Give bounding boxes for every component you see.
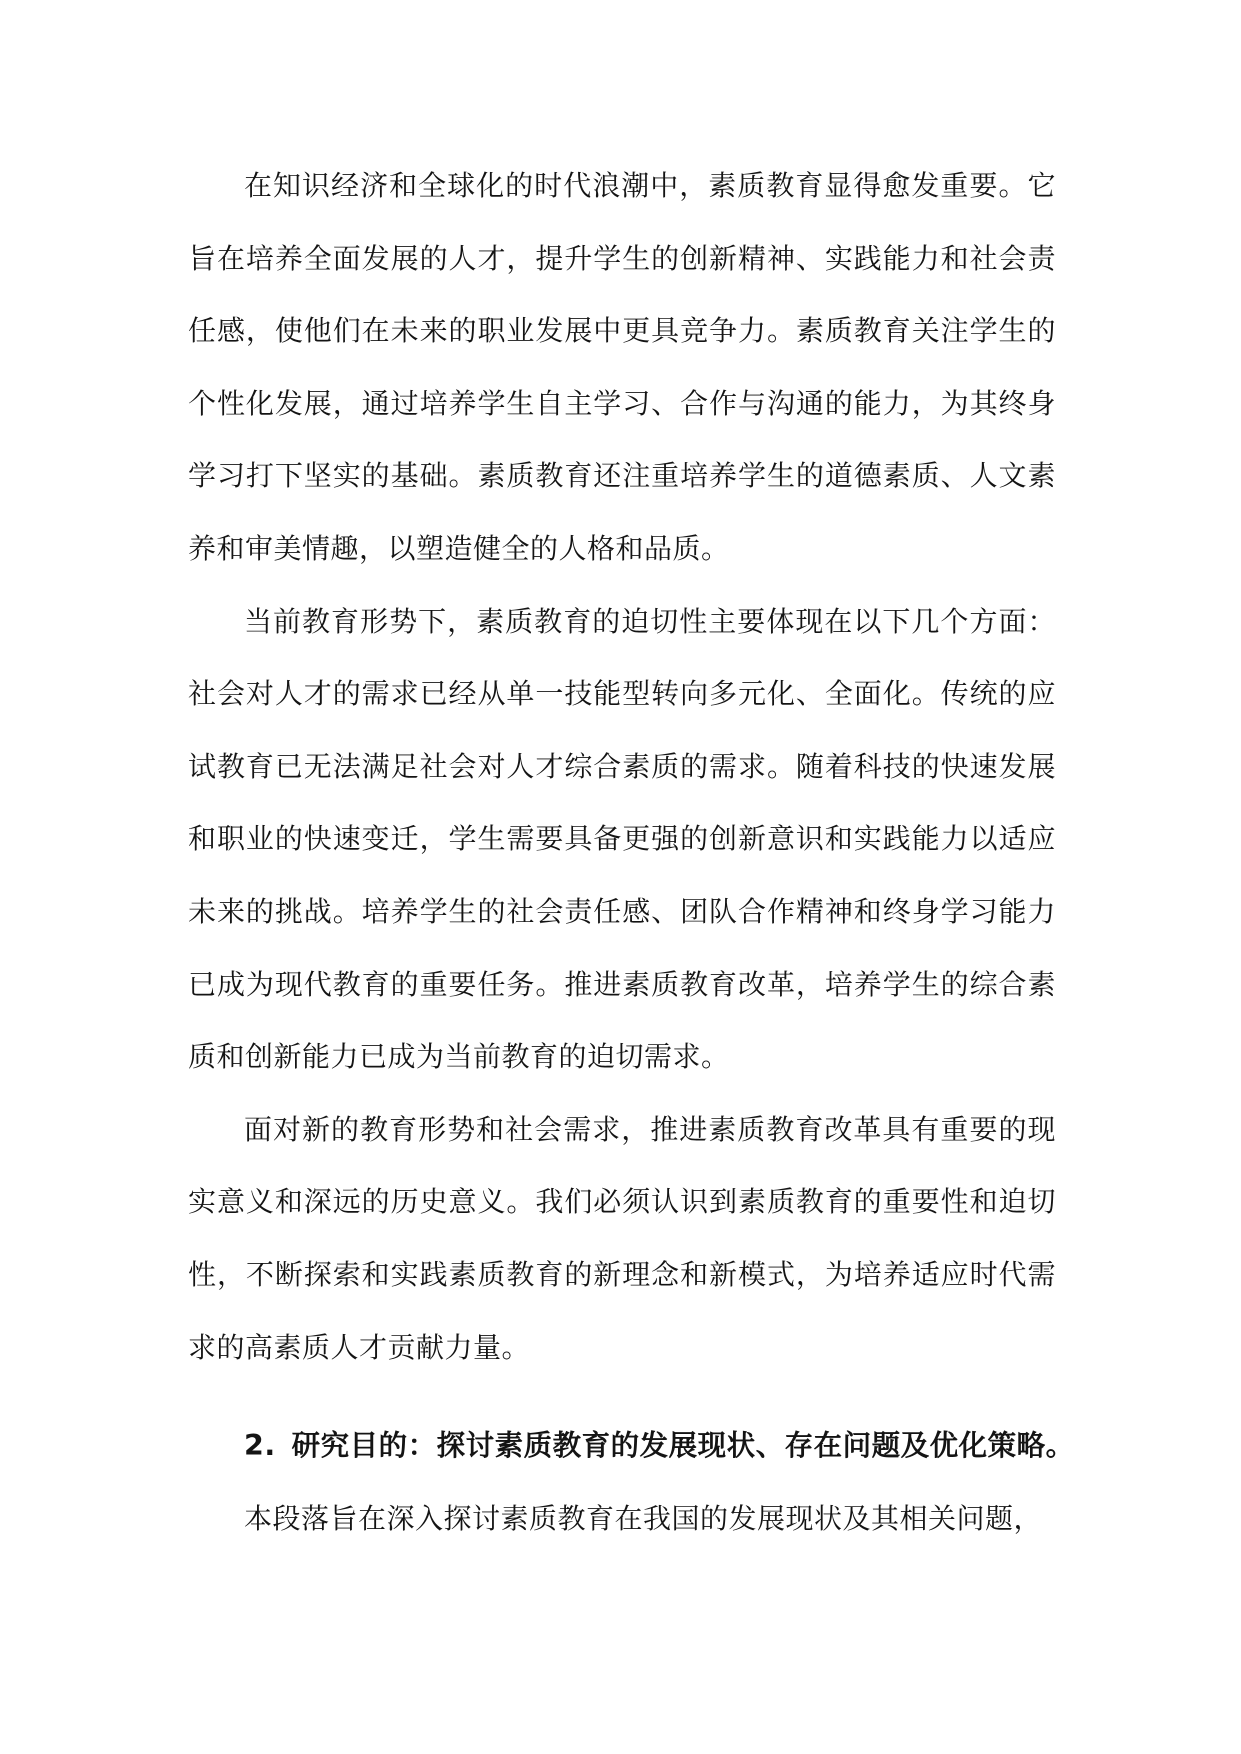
body-paragraph-3: 面对新的教育形势和社会需求，推进素质教育改革具有重要的现实意义和深远的历史意义。我们必须认识到素质教育的重要性和迫切性，不断探索和实践素质教育的新理念和新模式，为培养适应时代需求的高素质人才贡献力量。 (188, 1112, 1056, 1364)
body-paragraph-2: 当前教育形势下，素质教育的迫切性主要体现在以下几个方面：社会对人才的需求已经从单一技能型转向多元化、全面化。传统的应试教育已无法满足社会对人才综合素质的需求。随着科技的快速发展和职业的快速变迁，学生需要具备更强的创新意识和实践能力以适应未来的挑战。培养学生的社会责任感、团队合作精神和终身学习能力已成为现代教育的重要任务。推进素质教育改革，培养学生的综合素质和创新能力已成为当前教育的迫切需求。 (188, 604, 1056, 1074)
body-paragraph-1: 在知识经济和全球化的时代浪潮中，素质教育显得愈发重要。它旨在培养全面发展的人才，提升学生的创新精神、实践能力和社会责任感，使他们在未来的职业发展中更具竞争力。素质教育关注学生的个性化发展，通过培养学生自主学习、合作与沟通的能力，为其终身学习打下坚实的基础。素质教育还注重培养学生的道德素质、人文素养和审美情趣，以塑造健全的人格和品质。 (188, 169, 1056, 565)
body-paragraph-4: 本段落旨在深入探讨素质教育在我国的发展现状及其相关问题， (244, 1501, 1043, 1535)
section-number: 2. (244, 1429, 276, 1463)
document-page (188, 150, 1075, 1555)
section-title: 研究目的：探讨素质教育的发展现状、存在问题及优化策略。 (291, 1429, 1075, 1463)
section-heading (188, 1410, 1075, 1483)
